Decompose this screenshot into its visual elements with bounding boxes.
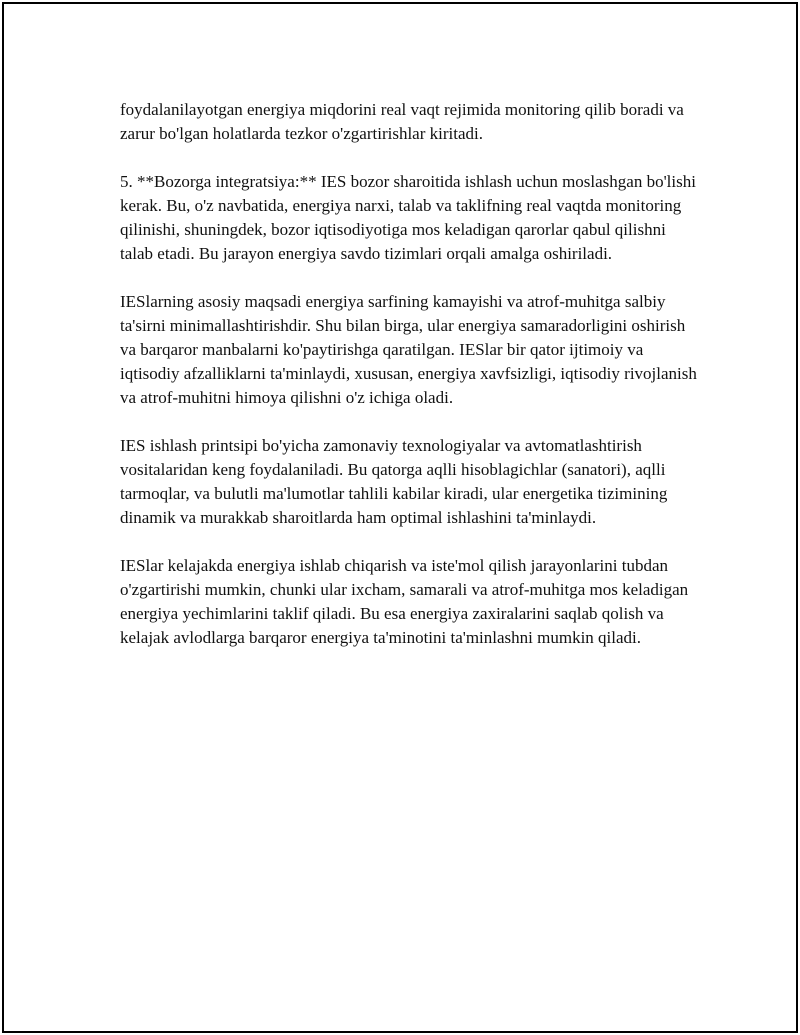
paragraph-monitoring-continuation: foydalanilayotgan energiya miqdorini real vaqt rejimida monitoring qilib boradi va zarur bo'lgan holatlarda tezkor o'zgartirishlar kiritadi. bbox=[120, 100, 684, 143]
document-page bbox=[2, 2, 798, 1033]
paragraph-main-goal: IESlarning asosiy maqsadi energiya sarfining kamayishi va atrof-muhitga salbiy ta'sirni minimallashtirishdir. Shu bilan birga, ular energiya samaradorligini oshirish va barqaror manbalarni ko'paytirishga qaratilgan. IESlar bir qator ijtimoiy va iqtisodiy afzalliklarni ta'minlaydi, xususan, energiya xavfsizligi, iqtisodiy rivojlanish va atrof-muhitni himoya qilishni o'z ichiga oladi. bbox=[120, 292, 697, 407]
paragraph-market-integration: 5. **Bozorga integratsiya:** IES bozor sharoitida ishlash uchun moslashgan bo'lishi kerak. Bu, o'z navbatida, energiya narxi, talab va taklifning real vaqtda monitoring qilinishi, shuningdek, bozor iqtisodiyotiga mos keladigan qarorlar qabul qilishni talab etadi. Bu jarayon energiya savdo tizimlari orqali amalga oshiriladi. bbox=[120, 172, 696, 263]
document-body bbox=[120, 98, 700, 674]
paragraph-working-principle: IES ishlash printsipi bo'yicha zamonaviy texnologiyalar va avtomatlashtirish vositalaridan keng foydalaniladi. Bu qatorga aqlli hisoblagichlar (sanatori), aqlli tarmoqlar, va bulutli ma'lumotlar tahlili kabilar kiradi, ular energetika tizimining dinamik va murakkab sharoitlarda ham optimal ishlashini ta'minlaydi. bbox=[120, 436, 668, 527]
paragraph-future-outlook: IESlar kelajakda energiya ishlab chiqarish va iste'mol qilish jarayonlarini tubdan o'zgartirishi mumkin, chunki ular ixcham, samarali va atrof-muhitga mos keladigan energiya yechimlarini taklif qiladi. Bu esa energiya zaxiralarini saqlab qolish va kelajak avlodlarga barqaror energiya ta'minotini ta'minlashni mumkin qiladi. bbox=[120, 556, 689, 647]
